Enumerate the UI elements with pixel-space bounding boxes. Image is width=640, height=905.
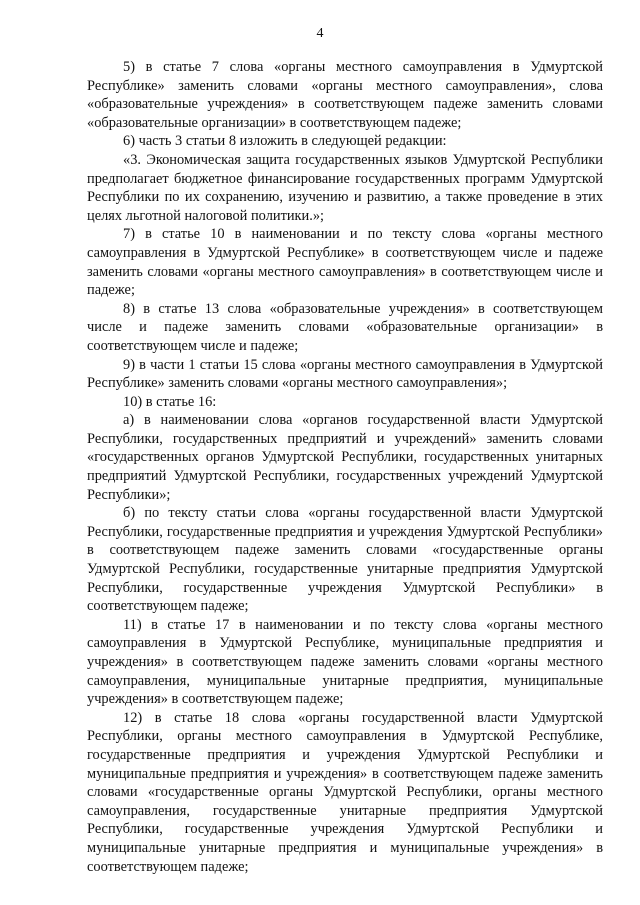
- page-number: 4: [316, 26, 324, 41]
- paragraph-item-10: 10) в статье 16:: [123, 393, 217, 410]
- paragraph-item-5: 5) в статье 7 слова «органы местного самоуправления в Удмуртской Республике» заменить словами «органы местного самоуправления», слова «образовательные учреждения» в соответствующем падеже заменить словами «образовательные организации» в соответствующем падеже;: [87, 59, 603, 131]
- paragraph-item-11: 11) в статье 17 в наименовании и по тексту слова «органы местного самоуправления в Удмуртской Республике, муниципальные предприятия и учреждения» в соответствующем падеже заменить словами «органы местного самоуправления, муниципальные унитарные предприятия, муниципальные учреждения» в соответствующем падеже;: [87, 616, 603, 708]
- paragraph-item-9: 9) в части 1 статьи 15 слова «органы местного самоуправления в Удмуртской Республике» заменить словами «органы местного самоуправления»;: [87, 356, 603, 392]
- paragraph-item-6: 6) часть 3 статьи 8 изложить в следующей редакции:: [123, 133, 447, 150]
- paragraph-subitem-b: б) по тексту статьи слова «органы государственной власти Удмуртской Республики, государственные предприятия и учреждения Удмуртской Республики» в соответствующем падеже заменить словами «государственные органы Удмуртской Республики, государственные унитарные предприятия Удмуртской Республики, государственные учреждения Удмуртской Республики» в соответствующем падеже;: [87, 505, 603, 615]
- paragraph-quoted-part-3: «3. Экономическая защита государственных языков Удмуртской Республики предполагает бюджетное финансирование государственных программ Удмуртской Республики по их сохранению, изучению и развитию, а также проведение в этих целях льготной налоговой политики.»;: [87, 151, 603, 224]
- paragraph-item-8: 8) в статье 13 слова «образовательные учреждения» в соответствующем числе и падеже заменить словами «образовательные организации» в соответствующем числе и падеже;: [87, 300, 603, 354]
- paragraph-item-12: 12) в статье 18 слова «органы государственной власти Удмуртской Республики, органы местного самоуправления в Удмуртской Республике, государственные предприятия и учреждения Удмуртской Республики и муниципальные предприятия и учреждения» в соответствующем падеже заменить словами «государственные органы Удмуртской Республики, органы местного самоуправления, государственные унитарные предприятия Удмуртской Республики, государственные учреждения Удмуртской Республики и муниципальные унитарные предприятия и муниципальные учреждения» в соответствующем падеже;: [87, 709, 603, 875]
- paragraph-item-7: 7) в статье 10 в наименовании и по тексту слова «органы местного самоуправления в Удмуртской Республике» в соответствующем числе и падеже заменить словами «органы местного самоуправления» в соответствующем числе и падеже;: [87, 226, 603, 299]
- document-body: [87, 58, 603, 876]
- paragraph-subitem-a: а) в наименовании слова «органов государственной власти Удмуртской Республики, государственных предприятий и учреждений» заменить словами «государственных органов Удмуртской Республики, государственных унитарных предприятий Удмуртской Республики, государственных учреждений Удмуртской Республики»;: [87, 412, 603, 503]
